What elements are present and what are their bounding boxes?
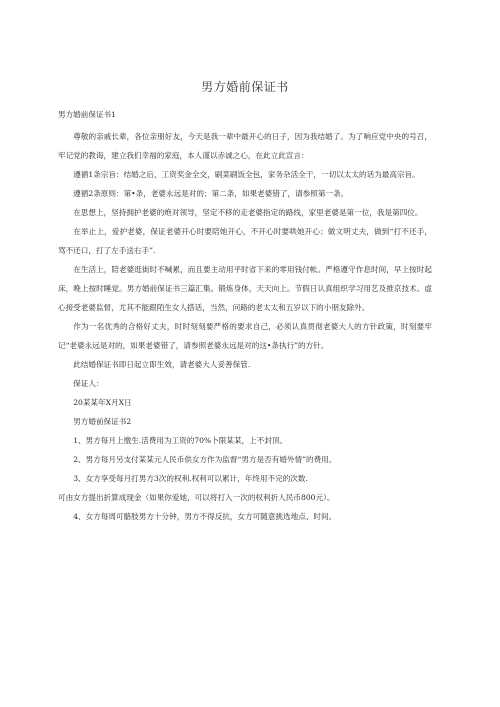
paragraph-husband: 作为一名优秀的合格好丈夫，时时刻刻要严格的要求自己，必须认真贯彻老婆大人的方针政策，时刻要牢记“老婆永远是对的，如果老婆错了，请参照老婆永远是对的这•条执行”的方针。 <box>58 322 432 350</box>
paragraph-principles: 遵循2条原则：第•条，老婆永远是对的；第二条，如果老婆错了，请参照第一条。 <box>73 189 349 198</box>
section-1-heading: 男方婚前保证书1 <box>58 110 116 119</box>
section-2-heading: 男方婚前保证书2 <box>73 417 132 426</box>
item-2: 2、男方每月另支付某某元人民币供女方作为监督“男方是否有婚外情”的费用。 <box>73 455 337 464</box>
paragraph-intro: 尊敬的亲戚长辈，各位亲朋好友，今天是我一辈中最开心的日子，因为我结婚了。为了响应党中央的号召，牢记党的教诲，建立我们幸福的家庭，本人谨以赤诚之心，在此立此宣言： <box>58 132 432 160</box>
paragraph-thought: 在思想上，坚持拥护老婆的绝对领导，坚定不移的走老婆指定的路线，家里老婆是第一位，我是第四位。 <box>73 208 423 217</box>
item-3: 3、女方享受每月打男方3次的权利.权利可以累计，年终用不完的次数. <box>73 474 308 483</box>
item-3-continued: 可由女方提出折算成现金（如果你爱她，可以将打入一次的权利折人民币800元）。 <box>58 493 335 502</box>
item-4: 4、女方每周可骼肢男方十分钟，男方不得反抗，女方可随意挑选地点、时间。 <box>73 512 337 521</box>
date-line: 20某某年X月X日 <box>73 398 132 407</box>
document-title: 男方婚前保证书 <box>201 80 289 94</box>
paragraph-life: 在生活上，陪老婆逛街时不喊累，而且要主动用平时省下来的零用钱付帐。严格遵守作息时间，早上按时起床，晚上按时睡觉。男方婚前保证书三篇汇集。锻炼身体，天天向上。节假日认真组织学习用艺及推京技术。虚心接受老婆监督，尤其不能跟陌生女人搭话，当然，问路的老太太和五岁以下的小朋友除外。 <box>58 265 432 312</box>
item-1: 1、男方每月上缴生.活费用为工资的70%卜限某某，上不封顶。 <box>73 436 288 445</box>
paragraph-tenet: 遵循1条宗旨：结婚之后，工资奖金全交，刷菜刷饭全包，家务杂活全干，一切以太太的话为最高宗旨。 <box>73 170 420 179</box>
paragraph-behavior: 在举止上，爱护老婆，保证老婆开心时要陪她开心，不开心时要哄她开心；做文明丈夫，做到“打不还手，骂不还口，打了左手送右手”. <box>58 227 432 255</box>
paragraph-effective: 此结婚保证书即日起立即生效，请老婆大人妥善保管. <box>73 360 251 369</box>
guarantor-label: 保证人： <box>73 379 104 388</box>
